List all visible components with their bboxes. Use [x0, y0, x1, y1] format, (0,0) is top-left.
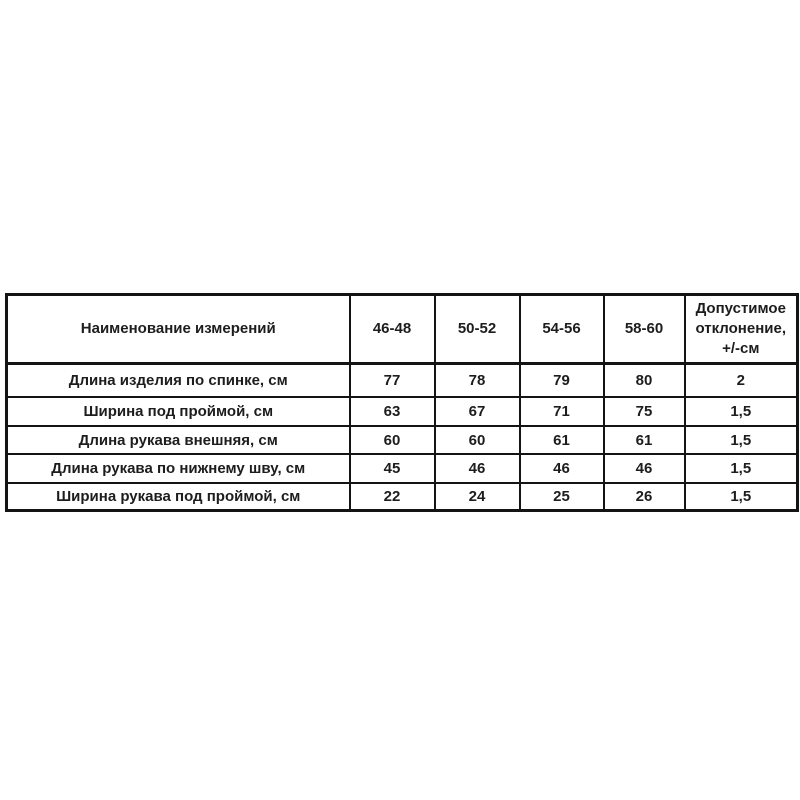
cell-tolerance: 1,5: [685, 454, 798, 483]
row-label: Длина изделия по спинке, см: [7, 364, 350, 398]
cell-value: 79: [520, 364, 604, 398]
cell-value: 71: [520, 397, 604, 426]
cell-tolerance: 1,5: [685, 483, 798, 511]
size-measurements-table: [5, 293, 799, 512]
table-header-row: [7, 295, 798, 364]
table-row: [7, 397, 798, 426]
cell-value: 46: [435, 454, 520, 483]
table-row: [7, 454, 798, 483]
cell-tolerance: 2: [685, 364, 798, 398]
cell-value: 78: [435, 364, 520, 398]
row-label: Длина рукава внешняя, см: [7, 426, 350, 454]
cell-value: 24: [435, 483, 520, 511]
cell-value: 45: [350, 454, 435, 483]
header-size-50-52: 50-52: [435, 295, 520, 364]
cell-value: 80: [604, 364, 685, 398]
header-size-46-48: 46-48: [350, 295, 435, 364]
cell-value: 67: [435, 397, 520, 426]
table-row: [7, 483, 798, 511]
table-row: [7, 364, 798, 398]
cell-value: 60: [350, 426, 435, 454]
header-tolerance: Допустимое отклонение, +/-см: [685, 295, 798, 364]
cell-value: 25: [520, 483, 604, 511]
cell-value: 26: [604, 483, 685, 511]
cell-value: 46: [520, 454, 604, 483]
header-measurement-name: Наименование измерений: [7, 295, 350, 364]
cell-value: 60: [435, 426, 520, 454]
cell-tolerance: 1,5: [685, 426, 798, 454]
table-row: [7, 426, 798, 454]
cell-tolerance: 1,5: [685, 397, 798, 426]
cell-value: 46: [604, 454, 685, 483]
row-label: Длина рукава по нижнему шву, см: [7, 454, 350, 483]
cell-value: 75: [604, 397, 685, 426]
cell-value: 61: [520, 426, 604, 454]
cell-value: 63: [350, 397, 435, 426]
header-size-58-60: 58-60: [604, 295, 685, 364]
cell-value: 22: [350, 483, 435, 511]
cell-value: 77: [350, 364, 435, 398]
cell-value: 61: [604, 426, 685, 454]
row-label: Ширина рукава под проймой, см: [7, 483, 350, 511]
header-size-54-56: 54-56: [520, 295, 604, 364]
row-label: Ширина под проймой, см: [7, 397, 350, 426]
